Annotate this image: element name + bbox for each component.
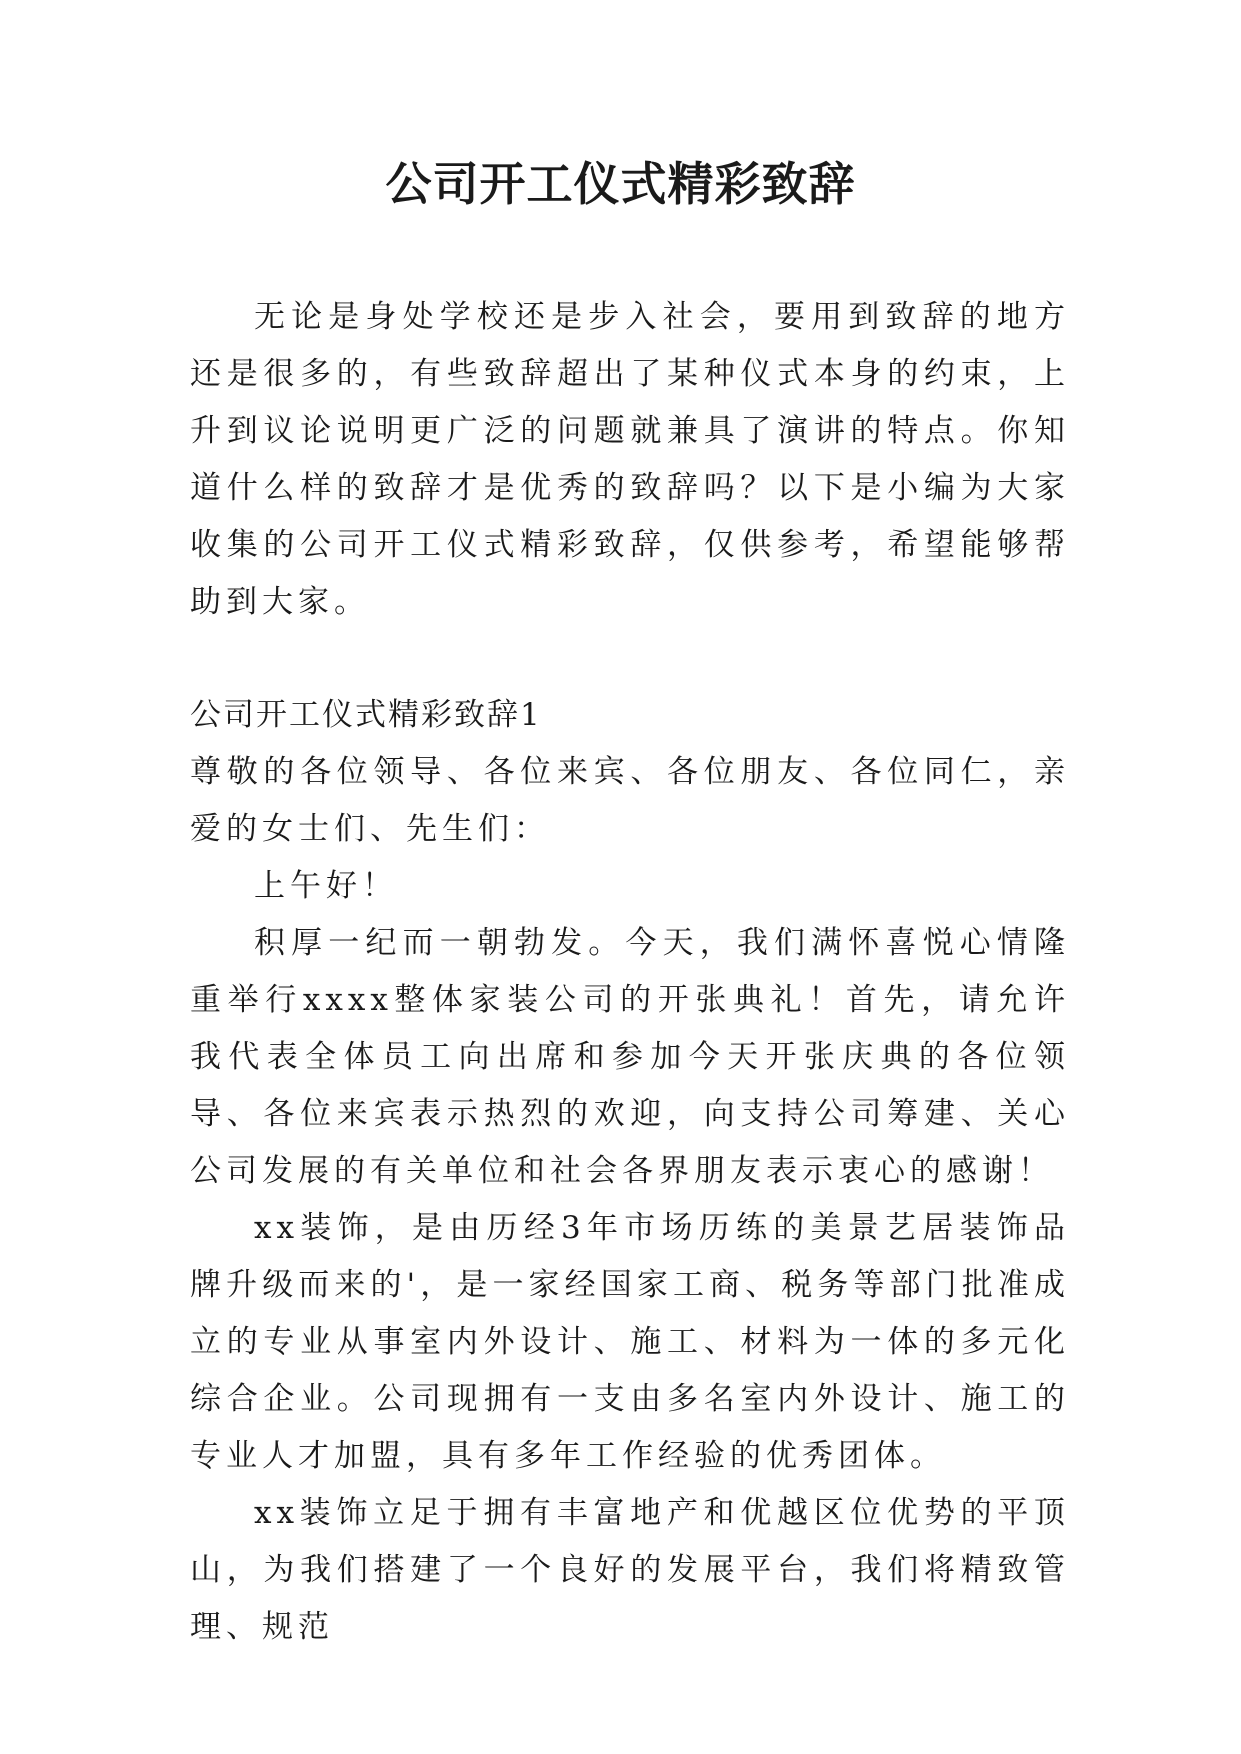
body-paragraph: xx装饰立足于拥有丰富地产和优越区位优势的平顶山，为我们搭建了一个良好的发展平台，我们将精致管理、规范 — [190, 1495, 1070, 1645]
paragraph-spacer — [190, 631, 1070, 687]
document-title: 公司开工仪式精彩致辞 — [385, 157, 856, 211]
section-heading: 公司开工仪式精彩致辞1 — [190, 697, 542, 733]
salutation-paragraph: 尊敬的各位领导、各位来宾、各位朋友、各位同仁，亲爱的女士们、先生们： — [190, 754, 1070, 847]
document-body — [190, 289, 1070, 1656]
body-paragraph: 积厚一纪而一朝勃发。今天，我们满怀喜悦心情隆重举行xxxx整体家装公司的开张典礼！首先，请允许我代表全体员工向出席和参加今天开张庆典的各位领导、各位来宾表示热烈的欢迎，向支持公司筹建、关心公司发展的有关单位和社会各界朋友表示衷心的感谢！ — [190, 925, 1070, 1189]
intro-paragraph: 无论是身处学校还是步入社会，要用到致辞的地方还是很多的，有些致辞超出了某种仪式本身的约束，上升到议论说明更广泛的问题就兼具了演讲的特点。你知道什么样的致辞才是优秀的致辞吗？以下是小编为大家收集的公司开工仪式精彩致辞，仅供参考，希望能够帮助到大家。 — [190, 299, 1070, 620]
greeting-paragraph: 上午好！ — [254, 868, 398, 904]
body-paragraph: xx装饰，是由历经3年市场历练的美景艺居装饰品牌升级而来的'，是一家经国家工商、税务等部门批准成立的专业从事室内外设计、施工、材料为一体的多元化综合企业。公司现拥有一支由多名室内外设计、施工的专业人才加盟，具有多年工作经验的优秀团体。 — [190, 1210, 1070, 1474]
